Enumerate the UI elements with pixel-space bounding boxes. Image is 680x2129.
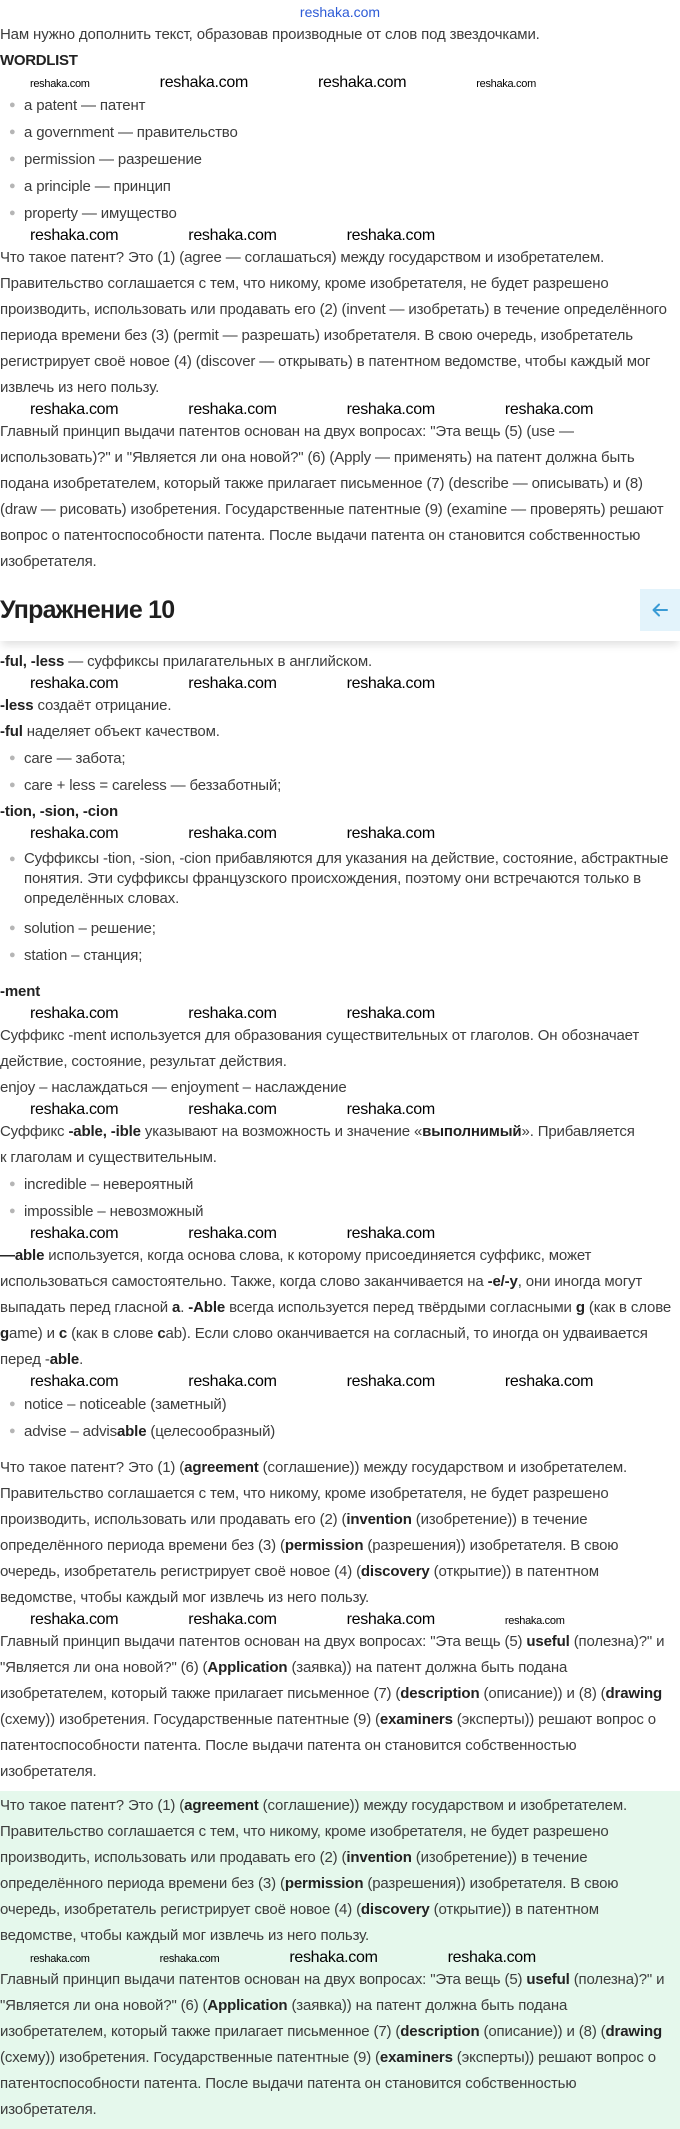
text-segment: Главный принцип выдачи патентов основан на двух вопросах: "Эта вещь (5) — [0, 1633, 527, 1650]
text-segment: используется, когда основа слова, к которому присоединяется суффикс, может использоваться самостоятельно. Также, когда слово заканчивается на — [0, 1247, 592, 1290]
watermark: reshaka.com — [188, 1373, 277, 1390]
list-item — [0, 1171, 676, 1198]
bold-term: drawing — [605, 2023, 662, 2040]
bold-term: -able, -ible — [68, 1123, 141, 1140]
list-item — [0, 849, 676, 909]
text-segment: (описание)) и (8) ( — [479, 1685, 606, 1702]
bullet-icon: ● — [9, 779, 16, 791]
watermark: reshaka.com — [30, 825, 119, 842]
text-segment: notice – noticeable (заметный) — [24, 1396, 227, 1413]
list-item-text: Суффиксы -tion, -sion, -cion прибавляются для указания на действие, состояние, абстрактные понятия. Эти суффиксы французского происхождения, поэтому они встречаются только в определённых словах. — [24, 850, 669, 907]
answer-paragraph-1 — [0, 1455, 676, 1611]
bold-term: description — [400, 1685, 480, 1702]
list-item-text: a patent — патент — [24, 97, 146, 114]
bullet-icon: ● — [9, 752, 16, 764]
bullet-icon: ● — [9, 99, 16, 111]
answer-box-paragraph-1 — [0, 1793, 676, 1949]
text-segment: Главный принцип выдачи патентов основан на двух вопросах: "Эта вещь (5) (use — использовать)?" и "Является ли она новой?" (6) (Apply — применять) на патент должна быть подана изобретателем, который также прилагает письменное (7) (describe — описывать) и (8) (draw — рисовать) изобретения. Государственные патентные (9) (examine — проверять) решают вопрос о патентоспособности патента. После выдачи патента он становится собственностью изобретателя. — [0, 423, 664, 570]
bold-term: examiners — [379, 2049, 453, 2066]
bold-term: discovery — [360, 1901, 430, 1918]
watermark-row — [0, 1373, 680, 1391]
watermark: reshaka.com — [289, 1949, 378, 1966]
watermark-row — [0, 1101, 680, 1119]
list-item — [0, 200, 676, 227]
watermark: reshaka.com — [346, 1373, 435, 1390]
watermark-row — [0, 675, 680, 693]
watermark: reshaka.com — [30, 1101, 119, 1118]
text-segment: (заявка)) на патент должна быть подана изобретателем, который также прилагает письменное (7) ( — [0, 1997, 568, 2040]
watermark: reshaka.com — [30, 1611, 119, 1628]
watermark-row — [0, 1005, 680, 1023]
watermark: reshaka.com — [346, 675, 435, 692]
able-rule — [0, 1243, 676, 1373]
ful-text — [0, 719, 676, 745]
answer-box-paragraph-2 — [0, 1967, 676, 2123]
text-segment: (разрешения)) изобретателя. В свою очередь, изобретатель регистрирует своё новое (4) ( — [0, 1875, 619, 1918]
list-item — [0, 173, 676, 200]
watermark: reshaka.com — [188, 1101, 277, 1118]
watermark: reshaka.com — [447, 1949, 536, 1966]
bold-term: useful — [526, 1633, 570, 1650]
care-list — [0, 745, 676, 799]
watermark-row — [0, 74, 680, 92]
wordlist-title: WORDLIST — [0, 52, 78, 69]
watermark: reshaka.com — [159, 74, 248, 91]
bold-term: agreement — [184, 1459, 259, 1476]
text-segment: наделяет объект качеством. — [22, 723, 220, 740]
bullet-icon: ● — [9, 1205, 16, 1217]
list-item — [0, 1418, 676, 1445]
bold-term: agreement — [184, 1797, 259, 1814]
watermark: reshaka.com — [30, 1005, 119, 1022]
able-list — [0, 1171, 676, 1225]
bullet-icon: ● — [9, 1178, 16, 1190]
bold-term: discovery — [360, 1563, 430, 1580]
watermark: reshaka.com — [188, 675, 277, 692]
watermark: reshaka.com — [188, 1225, 277, 1242]
watermark: reshaka.com — [346, 227, 435, 244]
text-segment: ». Прибавляется к глаголам и существительным. — [0, 1123, 635, 1166]
tion-heading: -tion, -sion, -cion — [0, 803, 118, 820]
watermark: reshaka.com — [504, 1373, 594, 1390]
less-text — [0, 693, 676, 719]
site-watermark-link[interactable]: reshaka.com — [299, 4, 381, 20]
text-segment: (изобретение)) в течение определённого периода времени без (3) ( — [0, 1511, 588, 1554]
text-segment: Что такое патент? Это (1) (agree — соглашаться) между государством и изобретателем. Правительство соглашается с тем, что никому, кроме изобретателя, не будет разрешено производить, использовать или продавать его (2) (invent — изобретать) в течение определённого периода времени без (3) (permit — разрешать) изобретателя. В свою очередь, изобретатель регистрирует своё новое (4) (discover — открывать) в патентном ведомстве, чтобы каждый мог извлечь из него пользу. — [0, 249, 667, 396]
list-item-text: care — забота; — [24, 750, 126, 767]
task-paragraph-1 — [0, 245, 676, 401]
text-segment: (схему)) изобретения. Государственные патентные (9) ( — [0, 1711, 380, 1728]
text-segment: . — [79, 1351, 84, 1368]
text-segment: (как в слове — [584, 1299, 672, 1316]
bold-term: —able — [0, 1247, 45, 1264]
watermark: reshaka.com — [504, 1615, 565, 1627]
watermark: reshaka.com — [346, 1611, 435, 1628]
text-segment: создаёт отрицание. — [33, 697, 172, 714]
list-item — [0, 942, 676, 969]
bold-term: invention — [346, 1849, 412, 1866]
bold-term: Application — [207, 1997, 288, 2014]
list-item — [0, 1391, 676, 1418]
page-header — [0, 579, 680, 641]
text-segment: (заявка)) на патент должна быть подана изобретателем, который также прилагает письменное (7) ( — [0, 1659, 568, 1702]
bold-term: permission — [284, 1875, 364, 1892]
list-item-text: care + less = careless — беззаботный; — [24, 777, 282, 794]
text-segment: (эксперты)) решают вопрос о патентоспособности патента. После выдачи патента он становится собственностью изобретателя. — [0, 1711, 656, 1780]
list-item — [0, 915, 676, 942]
ment-text: Суффикс -ment используется для образования существительных от глаголов. Он обозначает действие, состояние, результат действия. — [0, 1027, 640, 1070]
list-item — [0, 1198, 676, 1225]
text-segment: ame) и — [9, 1325, 59, 1342]
bullet-icon: ● — [9, 922, 16, 934]
answer-box — [0, 1791, 680, 2129]
bold-term: -ful — [0, 723, 23, 740]
bold-term: -Able — [188, 1299, 226, 1316]
bold-term: g — [575, 1299, 585, 1316]
watermark-row — [0, 1611, 680, 1629]
list-item — [0, 745, 676, 772]
bold-term: drawing — [605, 1685, 662, 1702]
list-item-text: permission — разрешение — [24, 151, 202, 168]
list-item-text: incredible – невероятный — [24, 1176, 194, 1193]
bold-term: able — [49, 1351, 80, 1368]
list-item-text: property — имущество — [24, 205, 177, 222]
text-segment: всегда используется перед твёрдыми согласными — [225, 1299, 576, 1316]
watermark: reshaka.com — [188, 1611, 277, 1628]
list-item-text — [24, 1423, 275, 1440]
watermark: reshaka.com — [476, 78, 536, 90]
text-segment: ab). Если слово оканчивается на согласный, то иногда он удваивается перед - — [0, 1325, 648, 1368]
list-item — [0, 772, 676, 799]
bold-term: able — [116, 1423, 147, 1440]
enjoy-example: enjoy – наслаждаться — enjoyment – наслаждение — [0, 1079, 347, 1096]
list-item-text — [24, 1396, 226, 1413]
watermark: reshaka.com — [346, 401, 435, 418]
able-examples — [0, 1391, 676, 1445]
wordlist — [0, 92, 676, 227]
bold-term: examiners — [379, 1711, 453, 1728]
watermark: reshaka.com — [346, 1225, 435, 1242]
text-segment: (полезна)?" и "Является ли она новой?" (6) ( — [0, 1971, 665, 2014]
ful-less-heading — [0, 649, 676, 675]
list-item-text: a principle — принцип — [24, 178, 171, 195]
bold-term: Application — [207, 1659, 288, 1676]
able-text — [0, 1119, 640, 1171]
watermark: reshaka.com — [30, 1225, 119, 1242]
bold-term: a — [172, 1299, 181, 1316]
text-segment: Что такое патент? Это (1) ( — [0, 1797, 185, 1814]
watermark: reshaka.com — [30, 227, 119, 244]
bullet-icon: ● — [9, 949, 16, 961]
list-item-text: a government — правительство — [24, 124, 238, 141]
text-segment: (изобретение)) в течение определённого периода времени без (3) ( — [0, 1849, 588, 1892]
watermark-row — [0, 401, 680, 419]
text-segment: Главный принцип выдачи патентов основан на двух вопросах: "Эта вещь (5) — [0, 1971, 527, 1988]
watermark: reshaka.com — [188, 1005, 277, 1022]
bold-term: -less — [0, 697, 34, 714]
bullet-icon: ● — [9, 180, 16, 192]
tion-examples — [0, 915, 676, 969]
back-button[interactable] — [640, 589, 680, 631]
bold-term: description — [400, 2023, 480, 2040]
text-segment: (целесообразный) — [146, 1423, 276, 1440]
text-segment: . — [180, 1299, 189, 1316]
bullet-icon: ● — [9, 1398, 16, 1410]
bold-term: permission — [284, 1537, 364, 1554]
text-segment: (открытие)) в патентном ведомстве, чтобы каждый мог извлечь из него пользу. — [0, 1563, 599, 1606]
text-segment: advise – advis — [24, 1423, 117, 1440]
text-segment: указывают на возможность и значение « — [140, 1123, 423, 1140]
list-item — [0, 92, 676, 119]
watermark: reshaka.com — [30, 78, 90, 90]
bullet-icon: ● — [9, 853, 16, 865]
watermark: reshaka.com — [159, 1953, 220, 1965]
watermark: reshaka.com — [30, 401, 119, 418]
watermark-row — [0, 825, 680, 843]
text-segment: (описание)) и (8) ( — [479, 2023, 606, 2040]
text-segment: (разрешения)) изобретателя. В свою очередь, изобретатель регистрирует своё новое (4) ( — [0, 1537, 619, 1580]
text-segment: (соглашение)) между государством и изобретателем. Правительство соглашается с тем, что никому, кроме изобретателя, не будет разрешено производить, использовать или продавать его (2) ( — [0, 1459, 628, 1528]
text-segment: Что такое патент? Это (1) ( — [0, 1459, 185, 1476]
text-segment: (как в слове — [67, 1325, 158, 1342]
watermark: reshaka.com — [30, 675, 119, 692]
intro-text: Нам нужно дополнить текст, образовав производные от слов под звездочками. — [0, 26, 540, 43]
watermark: reshaka.com — [346, 1005, 435, 1022]
list-item-text: impossible – невозможный — [24, 1203, 204, 1220]
bold-term: c — [157, 1325, 166, 1342]
list-item — [0, 146, 676, 173]
bullet-icon: ● — [9, 1425, 16, 1437]
text-segment: — суффиксы прилагательных в английском. — [64, 653, 373, 670]
bold-term: invention — [346, 1511, 412, 1528]
text-segment: Суффикс — [0, 1123, 69, 1140]
watermark: reshaka.com — [30, 1373, 119, 1390]
bold-term: useful — [526, 1971, 570, 1988]
watermark: reshaka.com — [317, 74, 407, 91]
bold-term: -ful, -less — [0, 653, 65, 670]
watermark: reshaka.com — [346, 1101, 435, 1118]
arrow-left-icon — [651, 601, 669, 619]
watermark: reshaka.com — [346, 825, 435, 842]
ment-heading: -ment — [0, 983, 41, 1000]
watermark: reshaka.com — [188, 227, 277, 244]
task-paragraph-2 — [0, 419, 676, 575]
bold-term: c — [58, 1325, 68, 1342]
page-title: Упражнение 10 — [0, 596, 175, 624]
text-segment: (схему)) изобретения. Государственные патентные (9) ( — [0, 2049, 380, 2066]
bold-term: выполнимый — [422, 1123, 522, 1140]
answer-paragraph-2 — [0, 1629, 676, 1785]
bullet-icon: ● — [9, 126, 16, 138]
text-segment: (соглашение)) между государством и изобретателем. Правительство соглашается с тем, что никому, кроме изобретателя, не будет разрешено производить, использовать или продавать его (2) ( — [0, 1797, 628, 1866]
watermark: reshaka.com — [504, 401, 594, 418]
list-item-text: station – станция; — [24, 947, 143, 964]
bullet-icon: ● — [9, 153, 16, 165]
bold-term: g — [0, 1325, 10, 1342]
watermark: reshaka.com — [188, 825, 277, 842]
watermark-row — [0, 227, 680, 245]
text-segment: (открытие)) в патентном ведомстве, чтобы каждый мог извлечь из него пользу. — [0, 1901, 599, 1944]
bullet-icon: ● — [9, 207, 16, 219]
watermark-row — [0, 1225, 680, 1243]
watermark-row — [0, 1949, 680, 1967]
bold-term: -e/-y — [487, 1273, 518, 1290]
text-segment: (эксперты)) решают вопрос о патентоспособности патента. После выдачи патента он становится собственностью изобретателя. — [0, 2049, 656, 2118]
list-item — [0, 119, 676, 146]
text-segment: , они иногда могут выпадать перед гласной — [0, 1273, 643, 1316]
text-segment: (полезна)?" и "Является ли она новой?" (6) ( — [0, 1633, 665, 1676]
watermark: reshaka.com — [188, 401, 277, 418]
list-item-text: solution – решение; — [24, 920, 156, 937]
watermark: reshaka.com — [30, 1953, 90, 1965]
